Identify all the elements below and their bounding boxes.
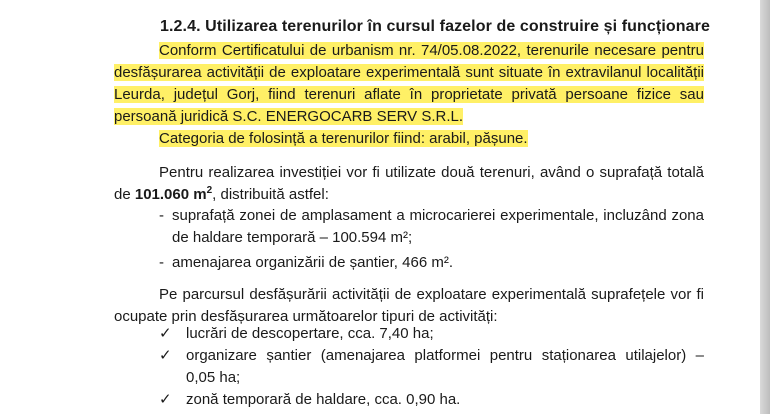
activities-line-1: Pe parcursul desfășurării activității de exploatare experimentală suprafețele vor fi	[159, 286, 704, 303]
activities-paragraph	[114, 284, 704, 328]
highlighted-text: Conform Certificatului de urbanism nr. 74/05.08.2022, terenurile necesare pentru	[159, 42, 704, 59]
checkmark-icon: ✓	[159, 391, 172, 408]
investment-paragraph	[114, 162, 704, 206]
highlighted-text: persoană juridică S.C. ENERGOCARB SERV S.R.L.	[114, 108, 464, 125]
list-item: ✓ lucrări de descopertare, cca. 7,40 ha;	[114, 323, 704, 345]
highlighted-text: Leurda, județul Gorj, fiind terenuri aflate în proprietate privată persoane fizice sau	[114, 86, 704, 103]
investment-line-2: de 101.060 $m^2$, distribuită astfel:	[114, 185, 329, 203]
checkmark-icon: ✓	[159, 347, 172, 364]
intro-line-5	[114, 128, 704, 150]
dash-bullet-icon: -	[159, 254, 164, 271]
highlighted-text: desfășurarea activității de exploatare experimentală sunt situate în extravilanul localității	[114, 64, 704, 81]
page-edge-shadow	[760, 0, 770, 414]
list-item: - amenajarea organizării de șantier, 466 m².	[114, 252, 704, 274]
list-item: ✓ zonă temporară de haldare, cca. 0,90 ha.	[114, 389, 704, 411]
list-item: - suprafață zonei de amplasament a microcarierei experimentale, incluzând zona de haldare temporară – 100.594 m²;	[159, 207, 704, 246]
intro-line-2	[114, 62, 704, 84]
intro-paragraph	[114, 40, 704, 150]
intro-line-1	[114, 40, 704, 62]
dash-list	[114, 205, 704, 274]
dash-bullet-icon: -	[159, 207, 164, 224]
section-heading: 1.2.4. Utilizarea terenurilor în cursul fazelor de construire și funcționare	[160, 18, 710, 35]
investment-line-1: Pentru realizarea investiției vor fi utilizate două terenuri, având o suprafață totală	[159, 164, 704, 181]
checkmark-icon: ✓	[159, 325, 172, 342]
check-list	[114, 323, 704, 411]
list-item: ✓ organizare șantier (amenajarea platformei pentru staționarea utilajelor) – 0,05 ha;	[159, 347, 704, 386]
highlighted-text: Categoria de folosință a terenurilor fiind: arabil, pășune.	[159, 130, 528, 147]
intro-line-3	[114, 84, 704, 106]
total-area-value: 101.060 $m^2$	[134, 185, 213, 203]
intro-line-4	[114, 106, 704, 128]
activities-line-2: ocupate prin desfășurarea următoarelor tipuri de activități:	[114, 308, 498, 325]
